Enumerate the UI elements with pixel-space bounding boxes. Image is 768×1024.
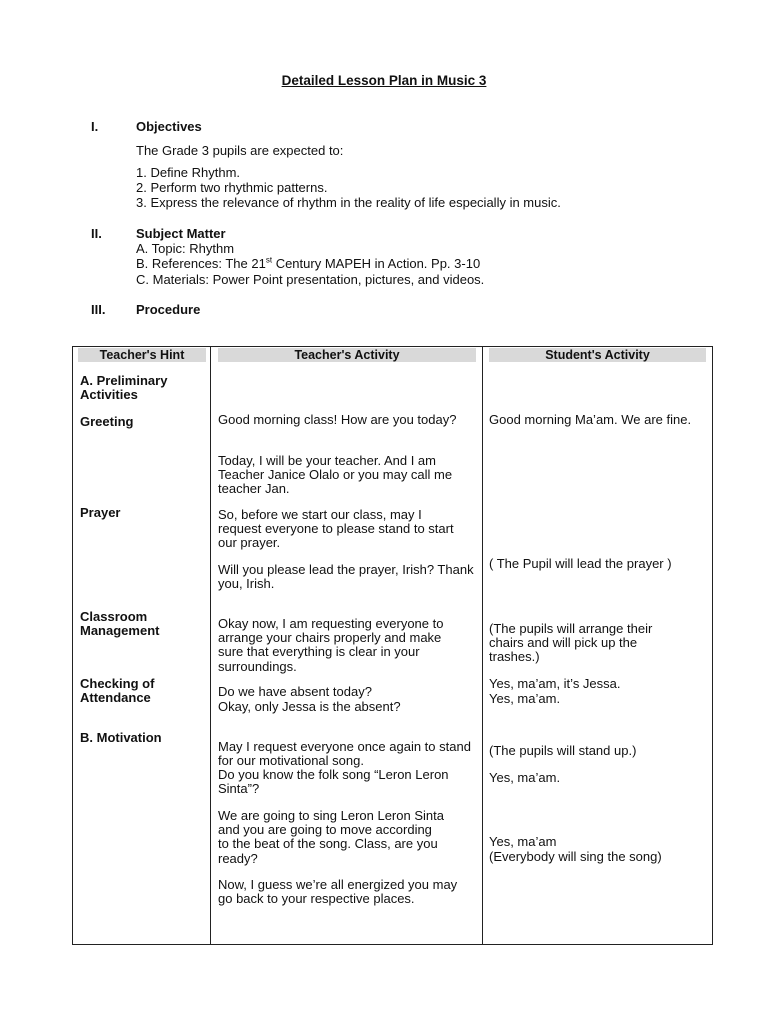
teacher-motivation: May I request everyone once again to stand for our motivational song. bbox=[218, 739, 471, 769]
teacher-motivation: We are going to sing Leron Leron Sinta and you are going to move according to the beat of the song. Class, are you ready? bbox=[218, 808, 444, 866]
subject-materials: C. Materials: Power Point presentation, pictures, and videos. bbox=[136, 272, 485, 287]
objective-item: 2. Perform two rhythmic patterns. bbox=[136, 180, 328, 195]
hint-motivation: B. Motivation bbox=[80, 730, 162, 745]
references-superscript: st bbox=[265, 255, 273, 265]
table-column-divider bbox=[210, 346, 211, 945]
section-number-procedure: III. bbox=[91, 302, 106, 317]
teacher-introduction: Today, I will be your teacher. And I am Teacher Janice Olalo or you may call me teacher Jan. bbox=[218, 453, 453, 497]
section-number-objectives: I. bbox=[91, 119, 99, 134]
teacher-classroom: Okay now, I am requesting everyone to arrange your chairs properly and make sure that everything is clear in your surroundings. bbox=[218, 616, 444, 674]
student-motivation: (The pupils will stand up.) bbox=[489, 743, 637, 758]
teacher-prayer-request: So, before we start our class, may I request everyone to please stand to start our prayer. bbox=[218, 507, 454, 551]
student-prayer: ( The Pupil will lead the prayer ) bbox=[489, 556, 672, 571]
section-heading-subject-matter: Subject Matter bbox=[136, 226, 226, 241]
section-heading-procedure: Procedure bbox=[136, 302, 201, 317]
hint-prayer: Prayer bbox=[80, 505, 121, 520]
student-attendance: Yes, ma’am. bbox=[489, 691, 561, 706]
student-motivation: Yes, ma’am. bbox=[489, 770, 561, 785]
objective-item: 1. Define Rhythm. bbox=[136, 165, 241, 180]
section-number-subject-matter: II. bbox=[91, 226, 102, 241]
student-motivation: (Everybody will sing the song) bbox=[489, 849, 662, 864]
teacher-attendance: Do we have absent today? bbox=[218, 684, 372, 699]
references-text-end: Century MAPEH in Action. Pp. 3-10 bbox=[272, 256, 481, 271]
hint-checking-attendance: Checking of Attendance bbox=[80, 676, 155, 706]
objectives-intro: The Grade 3 pupils are expected to: bbox=[136, 143, 344, 158]
teacher-prayer-leader: Will you please lead the prayer, Irish? Thank you, Irish. bbox=[218, 562, 474, 592]
student-greeting: Good morning Ma’am. We are fine. bbox=[489, 412, 692, 427]
hint-classroom-management: Classroom Management bbox=[80, 609, 160, 639]
student-classroom: (The pupils will arrange their chairs and will pick up the trashes.) bbox=[489, 621, 653, 665]
teacher-motivation: Now, I guess we’re all energized you may go back to your respective places. bbox=[218, 877, 458, 907]
objective-item: 3. Express the relevance of rhythm in the reality of life especially in music. bbox=[136, 195, 561, 210]
student-attendance: Yes, ma’am, it’s Jessa. bbox=[489, 676, 621, 691]
section-heading-objectives: Objectives bbox=[136, 119, 202, 134]
teacher-attendance: Okay, only Jessa is the absent? bbox=[218, 699, 401, 714]
page-title: Detailed Lesson Plan in Music 3 bbox=[281, 73, 487, 88]
subject-references bbox=[136, 256, 480, 271]
student-motivation: Yes, ma’am bbox=[489, 834, 557, 849]
references-text: B. References: The 21 bbox=[136, 256, 266, 271]
header-teachers-activity: Teacher's Activity bbox=[218, 348, 476, 362]
teacher-motivation: Do you know the folk song “Leron Leron Sinta”? bbox=[218, 767, 449, 797]
table-column-divider bbox=[482, 346, 483, 945]
hint-greeting: Greeting bbox=[80, 414, 134, 429]
subject-topic: A. Topic: Rhythm bbox=[136, 241, 235, 256]
header-teachers-hint: Teacher's Hint bbox=[78, 348, 206, 362]
teacher-greeting: Good morning class! How are you today? bbox=[218, 412, 457, 427]
hint-preliminary-activities: A. Preliminary Activities bbox=[80, 373, 168, 403]
header-students-activity: Student's Activity bbox=[489, 348, 706, 362]
